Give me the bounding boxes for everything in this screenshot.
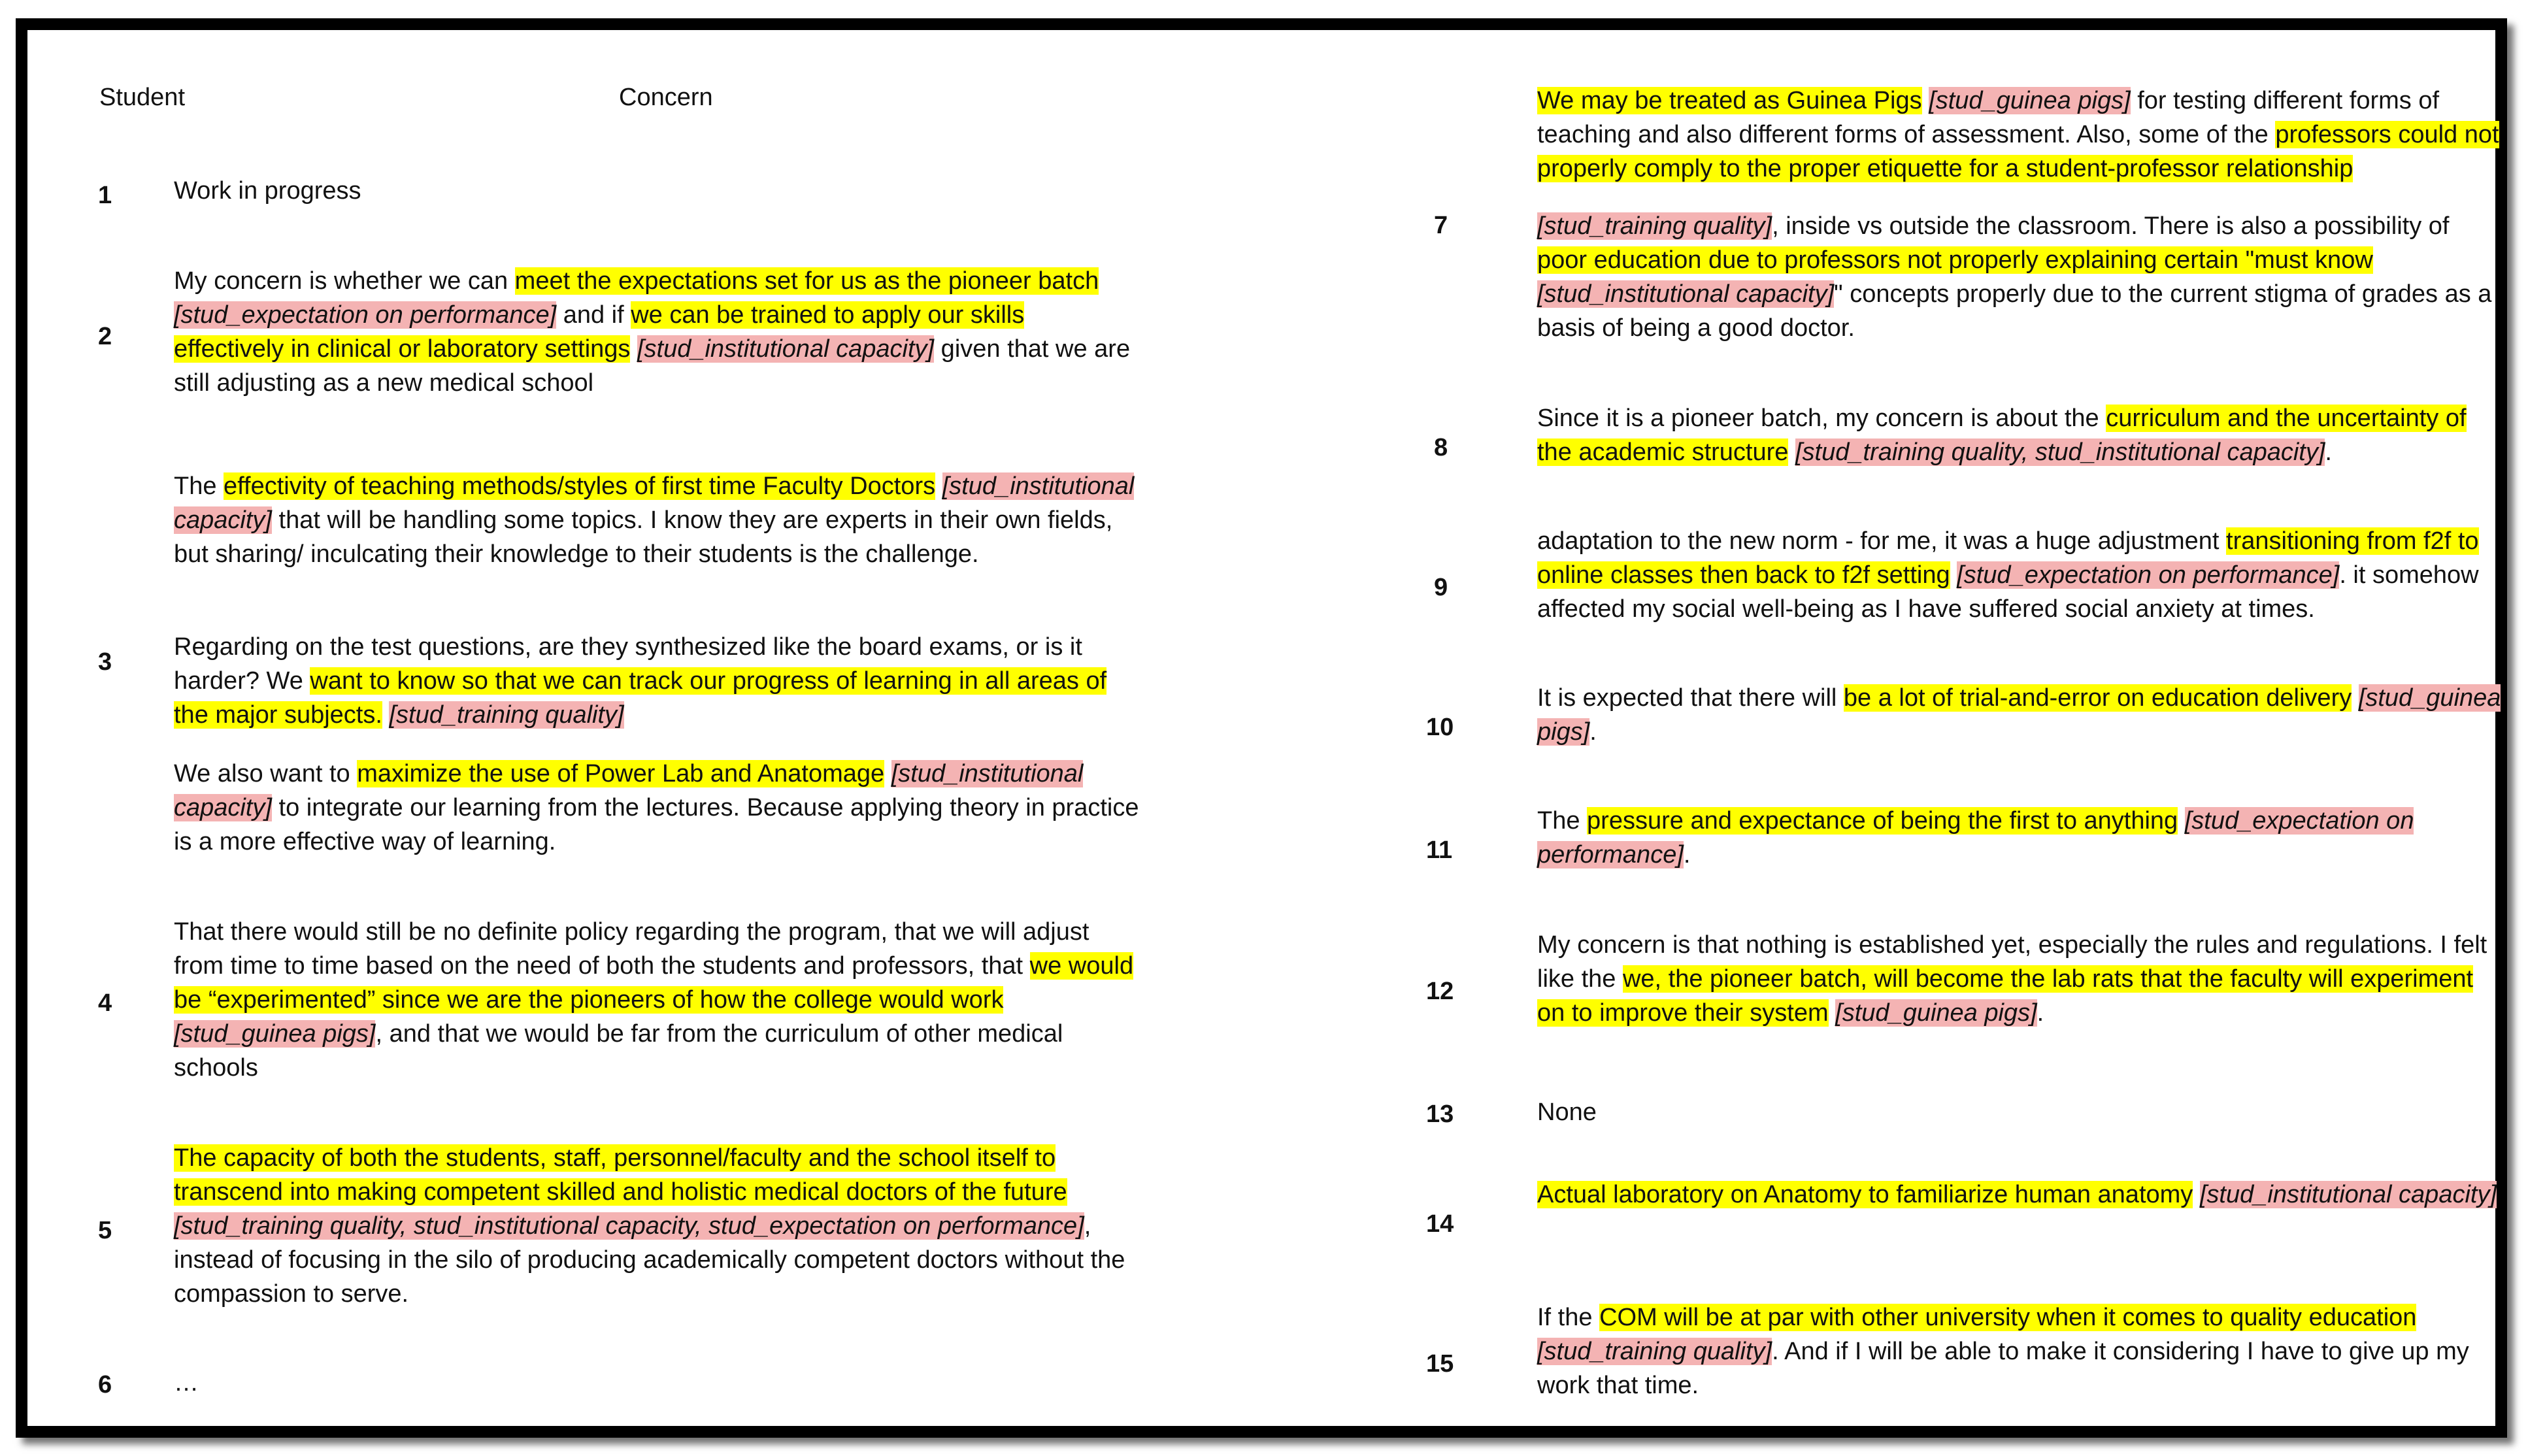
highlighted-text: We may be treated as Guinea Pigs bbox=[1537, 87, 1922, 114]
plain-text: None bbox=[1537, 1099, 1597, 1126]
concern-paragraph bbox=[174, 630, 1141, 732]
highlighted-text: maximize the use of Power Lab and Anatomage bbox=[357, 760, 885, 787]
code-tag: [stud_guinea pigs] bbox=[174, 1020, 376, 1048]
concern-paragraph bbox=[174, 1366, 1141, 1400]
plain-text: . bbox=[1589, 718, 1597, 746]
plain-text bbox=[630, 335, 637, 363]
plain-text bbox=[884, 760, 891, 787]
code-tag: [stud_institutional capacity] bbox=[174, 472, 1135, 534]
code-tag: [stud_training quality] bbox=[1537, 1338, 1772, 1365]
student-number: 2 bbox=[98, 323, 112, 350]
plain-text bbox=[2352, 684, 2359, 712]
student-number: 9 bbox=[1434, 574, 1448, 601]
highlighted-text: want to know so that we can track our progress of learning in all areas of the major subjects. bbox=[174, 667, 1107, 729]
plain-text: . bbox=[1683, 841, 1691, 869]
plain-text: . it somehow affected my social well-being as I have suffered social anxiety at times. bbox=[1537, 561, 2479, 623]
concern-paragraph bbox=[1537, 804, 2504, 872]
student-number: 3 bbox=[98, 648, 112, 676]
student-number: 8 bbox=[1434, 434, 1448, 461]
plain-text: If the bbox=[1537, 1304, 1600, 1331]
code-tag: [stud_institutional capacity] bbox=[637, 335, 935, 363]
document-frame bbox=[16, 18, 2507, 1438]
concern-paragraph bbox=[1537, 928, 2504, 1030]
highlighted-text: be a lot of trial-and-error on education delivery bbox=[1843, 684, 2352, 712]
highlighted-text: transitioning from f2f to online classes then back to f2f setting bbox=[1537, 527, 2479, 589]
concern-paragraph bbox=[1537, 84, 2504, 186]
plain-text: for testing different forms of teaching and also different forms of assessment. Also, some of the bbox=[1537, 87, 2440, 148]
code-tag: [stud_expectation on performance] bbox=[1537, 807, 2414, 869]
student-number: 5 bbox=[98, 1217, 112, 1244]
concern-paragraph bbox=[174, 1141, 1141, 1311]
plain-text: , inside vs outside the classroom. There is also a possibility of bbox=[1772, 212, 2450, 240]
header-student: Student bbox=[99, 84, 185, 111]
highlighted-text: meet the expectations set for us as the pioneer batch bbox=[514, 267, 1099, 295]
plain-text: Since it is a pioneer batch, my concern is about the bbox=[1537, 405, 2106, 432]
concern-paragraph bbox=[1537, 524, 2504, 626]
code-tag: [stud_guinea pigs] bbox=[1537, 684, 2501, 746]
concern-paragraph bbox=[1537, 1300, 2504, 1402]
highlighted-text: COM will be at par with other university when it comes to quality education bbox=[1599, 1304, 2417, 1331]
plain-text: . bbox=[2325, 438, 2332, 466]
student-number: 7 bbox=[1434, 212, 1448, 239]
plain-text: . bbox=[2037, 999, 2044, 1027]
plain-text: , instead of focusing in the silo of producing academically competent doctors without the compassion to serve. bbox=[174, 1212, 1125, 1308]
plain-text bbox=[2193, 1181, 2200, 1208]
concern-paragraph bbox=[1537, 1095, 2504, 1129]
student-number: 4 bbox=[98, 989, 112, 1017]
plain-text: My concern is whether we can bbox=[174, 267, 515, 295]
plain-text bbox=[1788, 438, 1795, 466]
student-number: 10 bbox=[1426, 714, 1454, 741]
plain-text bbox=[1922, 87, 1929, 114]
student-number: 15 bbox=[1426, 1350, 1454, 1378]
code-tag: [stud_expectation on performance] bbox=[174, 301, 557, 329]
concern-paragraph bbox=[174, 915, 1141, 1085]
concern-paragraph bbox=[1537, 1178, 2504, 1212]
plain-text: and if bbox=[556, 301, 631, 329]
code-tag: [stud_institutional capacity] bbox=[1537, 280, 1835, 308]
plain-text: given that we are still adjusting as a new medical school bbox=[174, 335, 1131, 397]
highlighted-text: effectivity of teaching methods/styles of first time Faculty Doctors bbox=[224, 472, 936, 500]
code-tag: [stud_training quality] bbox=[1537, 212, 1772, 240]
code-tag: [stud_guinea pigs] bbox=[1835, 999, 2037, 1027]
highlighted-text: curriculum and the uncertainty of the academic structure bbox=[1537, 405, 2467, 466]
plain-text: " concepts properly due to the current stigma of grades as a basis of being a good doctor. bbox=[1537, 280, 2492, 342]
concern-paragraph bbox=[174, 174, 1141, 208]
highlighted-text: professors could not properly comply to the proper etiquette for a student-professor relationship bbox=[1537, 121, 2499, 182]
plain-text: Regarding on the test questions, are they synthesized like the board exams, or is it harder? We bbox=[174, 633, 1082, 695]
plain-text bbox=[935, 472, 942, 500]
plain-text: The bbox=[1537, 807, 1588, 835]
concern-paragraph bbox=[1537, 209, 2504, 345]
plain-text: We also want to bbox=[174, 760, 358, 787]
student-number: 6 bbox=[98, 1371, 112, 1398]
concern-paragraph bbox=[1537, 681, 2504, 749]
highlighted-text: pressure and expectance of being the first to anything bbox=[1587, 807, 2178, 835]
highlighted-text: poor education due to professors not properly explaining certain "must know bbox=[1537, 246, 2373, 274]
plain-text: adaptation to the new norm - for me, it was a huge adjustment bbox=[1537, 527, 2227, 555]
student-number: 13 bbox=[1426, 1100, 1454, 1128]
student-number: 1 bbox=[98, 182, 112, 209]
code-tag: [stud_institutional capacity] bbox=[174, 760, 1084, 821]
student-number: 11 bbox=[1426, 836, 1453, 864]
plain-text: to integrate our learning from the lectures. Because applying theory in practice is a more effective way of learning. bbox=[174, 794, 1139, 855]
highlighted-text: The capacity of both the students, staff, personnel/faculty and the school itself to transcend into making competent skilled and holistic medical doctors of the future bbox=[174, 1144, 1067, 1206]
plain-text: My concern is that nothing is established yet, especially the rules and regulations. I felt like the bbox=[1537, 931, 2487, 993]
highlighted-text: we can be trained to apply our skills effectively in clinical or laboratory settings bbox=[174, 301, 1025, 363]
plain-text bbox=[1950, 561, 1957, 589]
code-tag: [stud_guinea pigs] bbox=[1929, 87, 2131, 114]
plain-text: . And if I will be able to make it considering I have to give up my work that time. bbox=[1537, 1338, 2469, 1399]
plain-text bbox=[1829, 999, 1836, 1027]
concern-paragraph bbox=[174, 469, 1141, 571]
highlighted-text: we, the pioneer batch, will become the lab rats that the faculty will experiment on to improve their system bbox=[1537, 965, 2474, 1027]
plain-text bbox=[382, 701, 390, 729]
header-concern: Concern bbox=[619, 84, 713, 111]
plain-text bbox=[2178, 807, 2185, 835]
plain-text: , and that we would be far from the curriculum of other medical schools bbox=[174, 1020, 1063, 1082]
plain-text: Work in progress bbox=[174, 177, 361, 205]
plain-text: that will be handling some topics. I know they are experts in their own fields, but sharing/ inculcating their knowledge to their students is the challenge. bbox=[174, 506, 1113, 568]
student-number: 14 bbox=[1426, 1210, 1454, 1238]
highlighted-text: Actual laboratory on Anatomy to familiarize human anatomy bbox=[1537, 1181, 2193, 1208]
code-tag: [stud_expectation on performance] bbox=[1957, 561, 2340, 589]
code-tag: [stud_training quality, stud_institutional capacity] bbox=[1795, 438, 2325, 466]
plain-text: That there would still be no definite policy regarding the program, that we will adjust from time to time based on the need of both the students and professors, that bbox=[174, 918, 1089, 980]
student-number: 12 bbox=[1426, 978, 1454, 1005]
concern-paragraph bbox=[174, 264, 1141, 400]
plain-text: It is expected that there will bbox=[1537, 684, 1844, 712]
plain-text: The bbox=[174, 472, 224, 500]
highlighted-text: we would be “experimented” since we are the pioneers of how the college would work bbox=[174, 952, 1134, 1014]
code-tag: [stud_institutional capacity] bbox=[2199, 1181, 2497, 1208]
plain-text: … bbox=[174, 1369, 199, 1397]
code-tag: [stud_training quality] bbox=[389, 701, 624, 729]
concern-paragraph bbox=[1537, 401, 2504, 469]
concern-paragraph bbox=[174, 757, 1141, 859]
code-tag: [stud_training quality, stud_institutional capacity, stud_expectation on performance] bbox=[174, 1212, 1084, 1240]
